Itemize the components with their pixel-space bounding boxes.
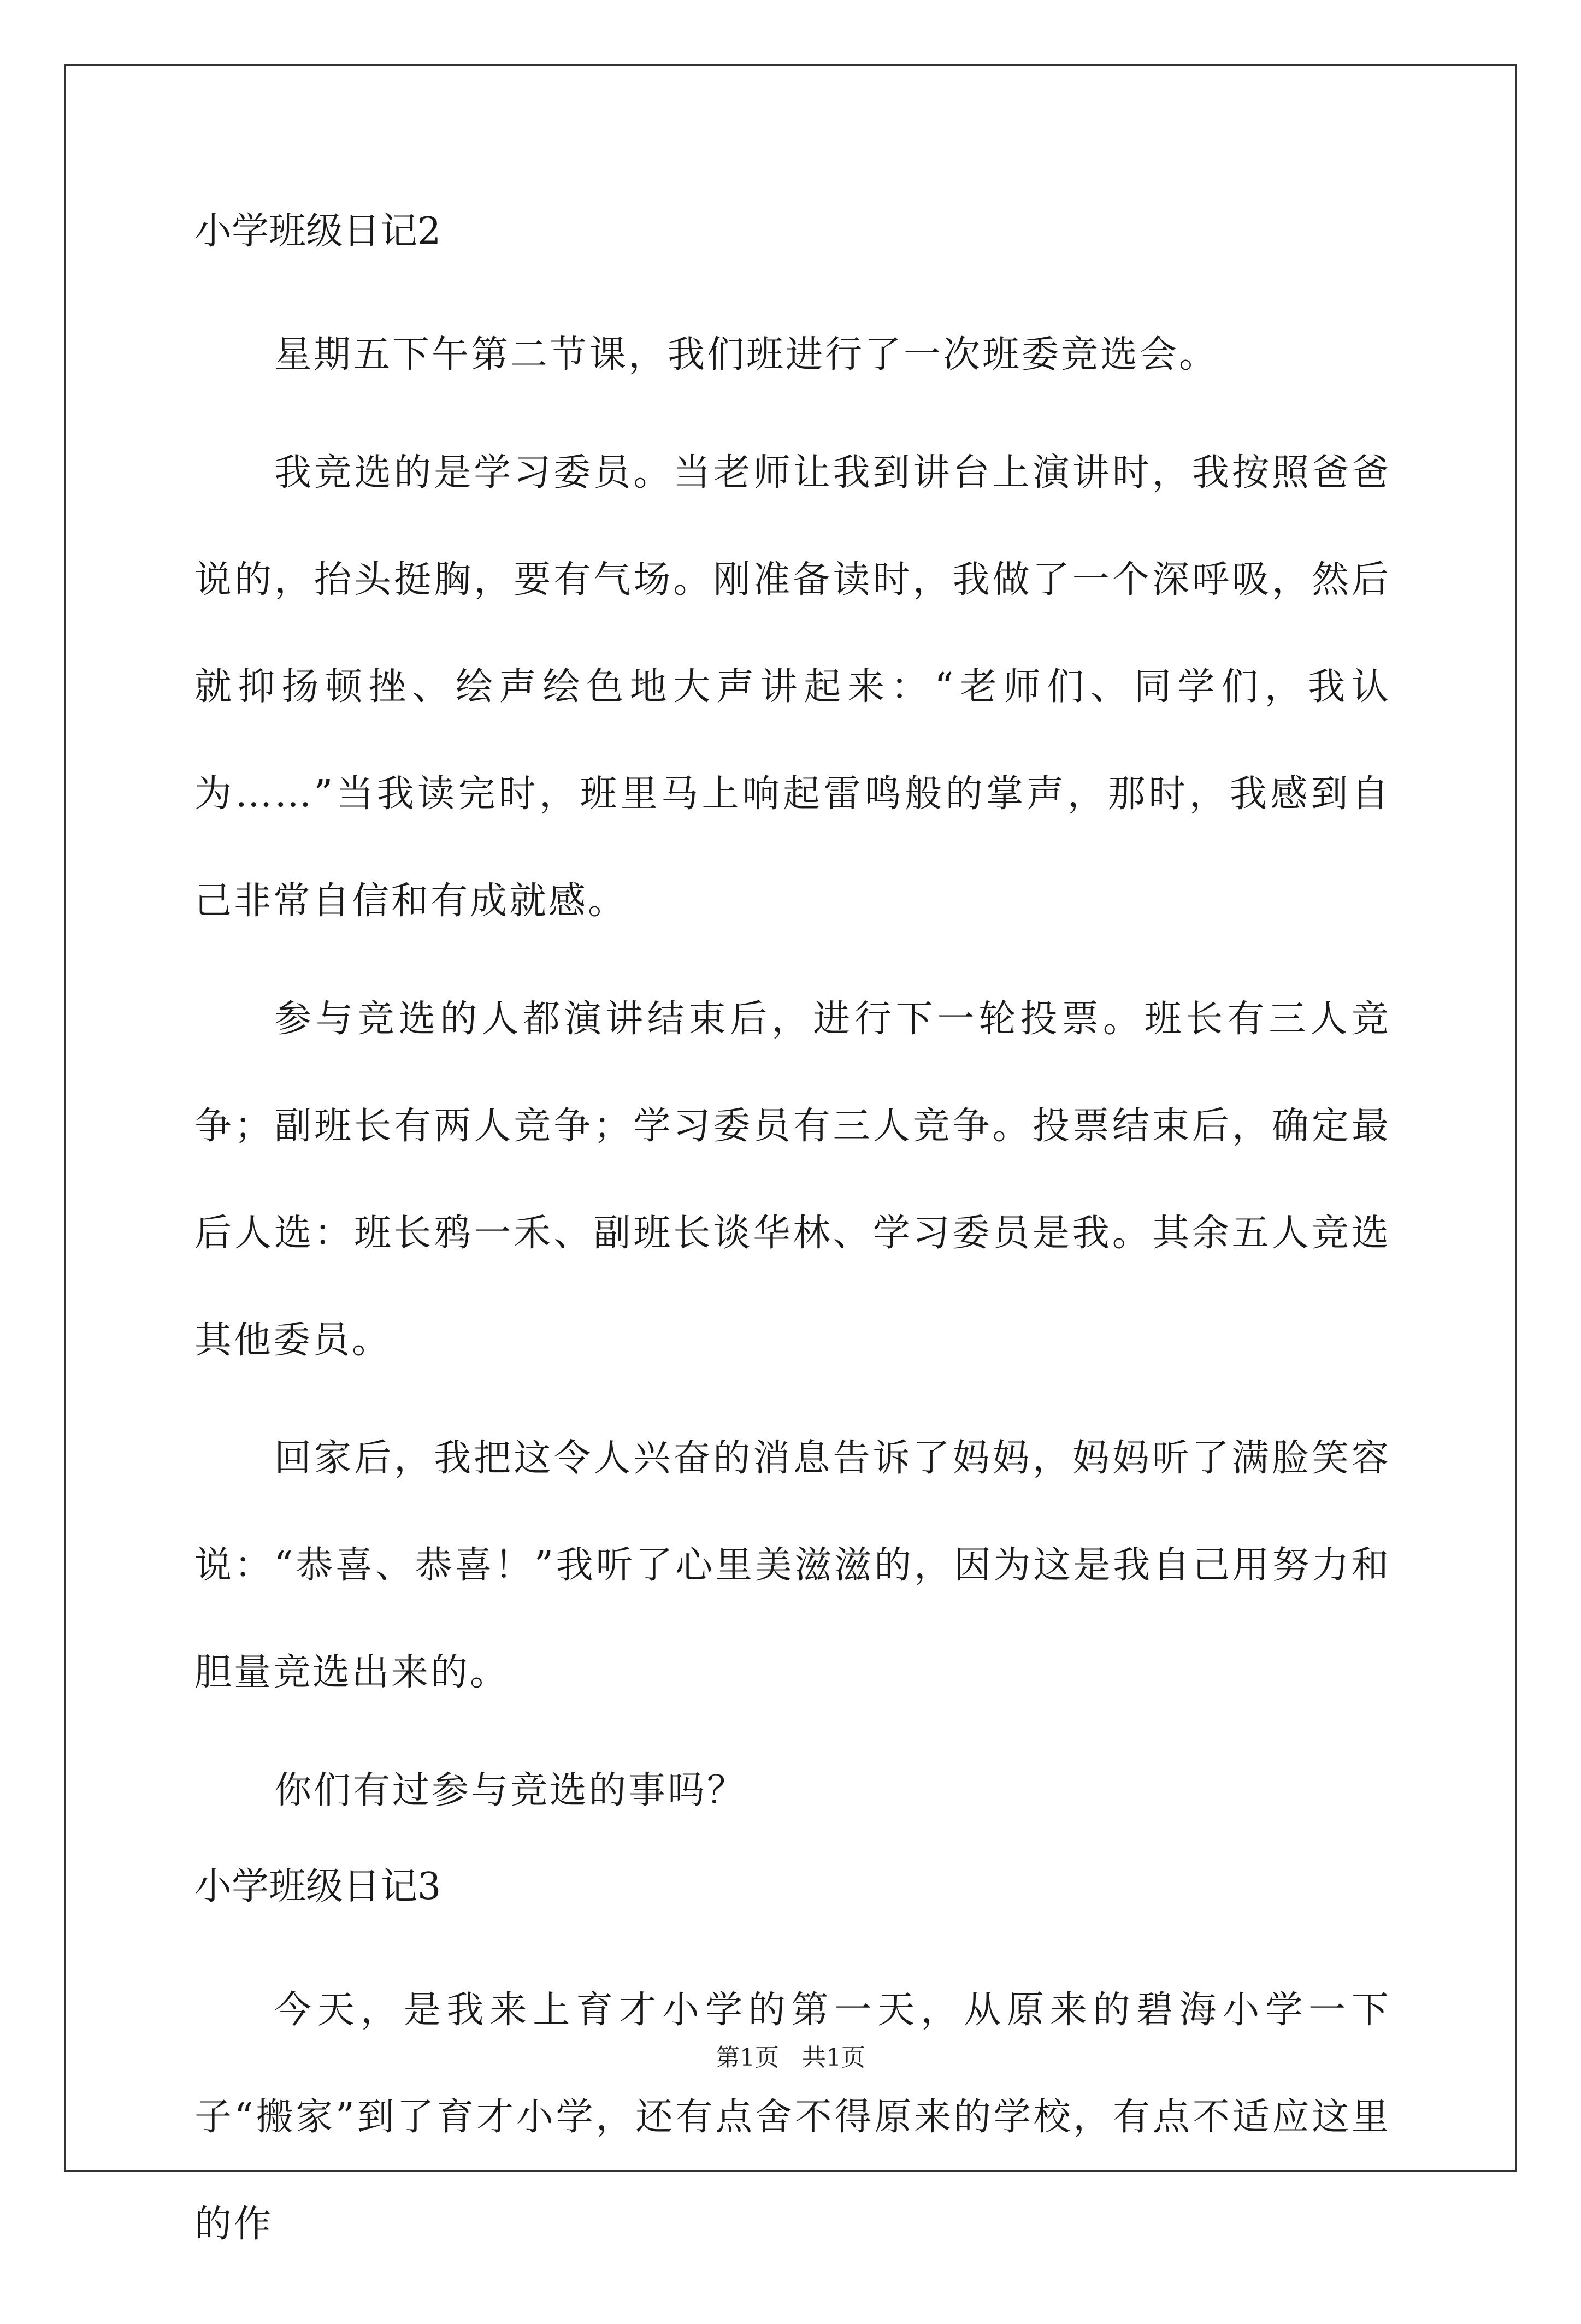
paragraph-block: [194, 966, 1391, 1394]
diary-section-3: [194, 1865, 1391, 2278]
paragraph: 你们有过参与竞选的事吗？: [274, 1769, 747, 1812]
paragraph: 星期五下午第二节课，我们班进行了一次班委竞选会。: [274, 333, 1219, 376]
document-body: [194, 210, 1391, 2324]
section-title: 小学班级日记2: [194, 210, 441, 253]
paragraph: 今天，是我来上育才小学的第一天，从原来的碧海小学一下子“搬家”到了育才小学，还有点舍不得原来的学校，有点不适应这里的作: [194, 1989, 1391, 2246]
paragraph-block: [194, 1405, 1391, 1726]
paragraph: 我竞选的是学习委员。当老师让我到讲台上演讲时，我按照爸爸说的，抬头挺胸，要有气场。刚准备读时，我做了一个深呼吸，然后就抑扬顿挫、绘声绘色地大声讲起来：“老师们、同学们，我认为……”当我读完时，班里马上响起雷鸣般的掌声，那时，我感到自己非常自信和有成就感。: [194, 451, 1391, 923]
paragraph: 参与竞选的人都演讲结束后，进行下一轮投票。班长有三人竞争；副班长有两人竞争；学习委员有三人竞争。投票结束后，确定最后人选：班长鸦一禾、副班长谈华林、学习委员是我。其余五人竞选其他委员。: [194, 998, 1391, 1362]
section-title: 小学班级日记3: [194, 1865, 441, 1908]
paragraph-block: [194, 1957, 1391, 2278]
paragraph-block: [194, 302, 1391, 409]
paragraph-block: [194, 420, 1391, 955]
page-number: 第1页 共1页: [716, 2044, 865, 2072]
paragraph: 回家后，我把这令人兴奋的消息告诉了妈妈，妈妈听了满脸笑容说：“恭喜、恭喜！”我听了心里美滋滋的，因为这是我自己用努力和胆量竞选出来的。: [194, 1437, 1391, 1694]
paragraph-block: [194, 1737, 1391, 1844]
diary-section-2: [194, 210, 1391, 1844]
